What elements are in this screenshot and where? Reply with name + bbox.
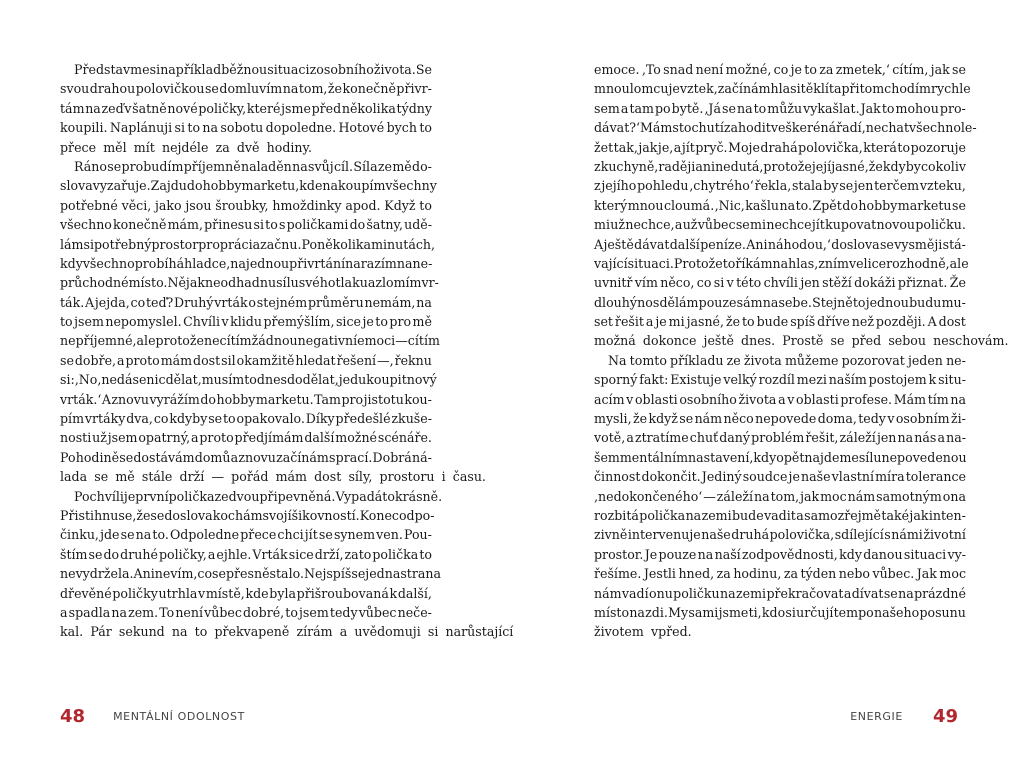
left-page: [60, 60, 514, 642]
text-line: vající situaci. Protože to říkám nahlas, zním velice rozhodně, ale: [594, 255, 969, 271]
text-line: kal. Pár sekund na to překvapeně zírám a uvědomuji si narůstající: [60, 624, 514, 640]
text-line: koupili. Naplánuji si to na sobotu dopoledne. Hotové bych to: [60, 120, 432, 136]
text-line: činnost dokončit. Jediný soudce je naše vlastní míra tolerance: [594, 469, 966, 485]
text-line: si: ‚No, nedá se nic dělat, musím to dnes dodělat, jedu koupit nový: [60, 372, 437, 388]
text-line: nepříjemné, ale protože necítím žádnou negativní emoci — cítím: [60, 333, 440, 349]
text-line: z kuchyně, raději ani nedutá, protože je jí jasné, že kdyby cokoliv: [594, 158, 966, 174]
text-line: votě, a ztratíme chuť daný problém řešit, záleží jen na nás a na-: [594, 430, 966, 446]
text-line: ták. A jejda, co teď? Druhý vrták o stejném průměru nemám, na: [60, 294, 432, 310]
page-number-left: 48: [60, 705, 86, 727]
text-line: možná dokonce ještě dnes. Prostě se před sebou neschovám.: [594, 333, 1009, 349]
page-number-right: 49: [932, 705, 958, 727]
text-line: A ještě dávat další peníze. Ani náhodou,‘ doslova se vysměji stá-: [594, 236, 966, 252]
text-line: Na tomto příkladu ze života můžeme pozorovat jeden ne-: [608, 352, 966, 368]
text-line: zivně intervenuje naše druhá polovička, sdílející s námi životní: [594, 527, 966, 543]
text-line: sporný fakt: Existuje velký rozdíl mezi naším postojem k situ-: [594, 372, 966, 388]
text-line: emoce. ‚To snad není možné, co je to za zmetek,‘ cítím, jak se: [594, 62, 966, 77]
text-line: životem vpřed.: [594, 624, 692, 640]
text-line: žet tak, jak je, a jít pryč. Moje drahá polovička, která to pozoruje: [594, 139, 966, 155]
right-page: [594, 60, 1009, 642]
text-line: sem a tam po bytě. ‚Já se na to můžu vykašlat. Jak to mohou pro-: [594, 100, 966, 116]
right-page-text: [594, 60, 1009, 642]
text-line: mi už nechce, a už vůbec se mi nechce jít kupovat novou poličku.: [594, 217, 966, 233]
text-line: rozbitá polička na zemi bude vadit a samozřejmě také jak inten-: [594, 507, 966, 523]
text-line: řešíme. Jestli hned, za hodinu, za týden nebo vůbec. Jak moc: [594, 566, 966, 582]
text-line: ‚nedokončeného‘ — záleží na tom, jak moc nám samotným ona: [594, 488, 966, 504]
text-line: dřevěné poličky utrhla v místě, kde byla přišroubovaná k další,: [60, 585, 432, 601]
text-line: acím v oblasti osobního života a v oblasti profese. Mám tím na: [594, 391, 966, 407]
left-footer: [60, 704, 245, 728]
chapter-title-left: MENTÁLNÍ ODOLNOST: [113, 709, 245, 723]
text-line: svou drahou polovičkou se domluvím na tom, že konečně přivr-: [60, 81, 432, 97]
text-line: Představme si například běžnou situaci z osobního života. Se: [74, 62, 432, 77]
text-line: který mnou cloumá. ‚Nic, kašlu na to. Zpět do hobby marketu se: [594, 197, 966, 213]
text-line: uvnitř vím něco, co si v této chvíli jen stěží dokáži přiznat. Že: [594, 275, 966, 291]
text-line: nosti už jsem opatrný, a proto předjímám další možné scénáře.: [60, 430, 432, 446]
text-line: všechno konečně mám, přinesu si to s poličkami do šatny, udě-: [60, 217, 432, 233]
text-line: Ráno se probudím příjemně naladěn na svůj cíl. Síla ze mě do-: [74, 158, 432, 174]
right-footer: [850, 704, 958, 728]
text-line: lada se mě stále drží — pořád mám dost síly, prostoru i času.: [60, 469, 486, 485]
text-line: z jejího pohledu ‚chytrého‘ řekla, stala by se jen terčem vzteku,: [594, 178, 966, 194]
text-line: prostor. Je pouze na naší zodpovědnosti, kdy danou situaci vy-: [594, 546, 966, 562]
text-line: set řešit a je mi jasné, že to bude spíš dříve než později. A dost: [594, 314, 966, 330]
text-line: přece měl mít nejdéle za dvě hodiny.: [60, 139, 312, 155]
text-line: činku, jde se na to. Odpoledne přece chci jít se synem ven. Pou-: [60, 527, 432, 543]
text-line: vrták.‘ A znovu vyrážím do hobby marketu. Tam pro jistotu kou-: [60, 391, 432, 407]
text-line: dlouhý nos dělám pouze sám na sebe. Stejně to jednou budu mu-: [594, 294, 966, 310]
text-line: Po chvíli je první polička ze dvou připevněná. Vypadá to krásně.: [74, 488, 443, 504]
text-line: mnou lomcuje vztek, začínám hlasitě klít a přitom chodím rychle: [594, 81, 971, 97]
text-line: průchodné místo. Nějak neodhadnu sílu svého tlaku a zlomím vr-: [60, 275, 439, 291]
text-line: mysli, že když se nám něco nepovede doma, tedy v osobním ži-: [594, 411, 966, 427]
text-line: nám vadí onu poličku na zemi překračovat a dívat se na prázdné: [594, 585, 966, 601]
left-page-text: [60, 60, 514, 642]
text-line: se dobře, a proto mám dost sil okamžitě hledat řešení —, řeknu: [60, 352, 432, 368]
chapter-title-right: ENERGIE: [850, 709, 903, 723]
text-line: Po hodině se dostávám domů a znovu začínám s prací. Dobrá ná-: [60, 449, 432, 465]
text-line: štím se do druhé poličky, a ejhle. Vrták sice drží, zato polička to: [60, 546, 432, 562]
text-line: kdy všechno probíhá hladce, najednou při vrtání narazím na ne-: [60, 255, 433, 271]
text-line: potřebné věci, jako jsou šroubky, hmoždinky apod. Když to: [60, 197, 432, 213]
text-line: a spadla na zem. To není vůbec dobré, to jsem tedy vůbec neče-: [60, 604, 432, 620]
text-line: tám na zeď v šatně nové poličky, které jsme před několika týdny: [60, 100, 432, 116]
text-line: slova vyzařuje. Zajdu do hobby marketu, kde nakoupím všechny: [60, 178, 437, 194]
text-line: místo na zdi. My sami jsme ti, kdo si určují tempo našeho posunu: [594, 604, 966, 620]
text-line: nevydržela. Ani nevím, co se přesně stalo. Nejspíš se jedna strana: [60, 566, 442, 582]
text-line: pím vrtáky dva, co kdyby se to opakovalo. Díky předešlé zkuše-: [60, 411, 432, 427]
text-line: Přistihnu se, že se doslova kochám svojí šikovností. Konec odpo-: [60, 507, 435, 523]
text-line: šem mentálním nastavení, kdy opět najdeme sílu nepovedenou: [594, 449, 967, 465]
text-line: lám si potřebný prostor pro práci a začnu. Po několika minutách,: [60, 236, 435, 252]
text-line: to jsem nepomyslel. Chvíli v klidu přemýšlím, sice je to pro mě: [60, 314, 432, 330]
text-line: dávat?‘ Mám sto chutí zahodit veškeré nářadí, nechat všechno le-: [594, 120, 977, 136]
